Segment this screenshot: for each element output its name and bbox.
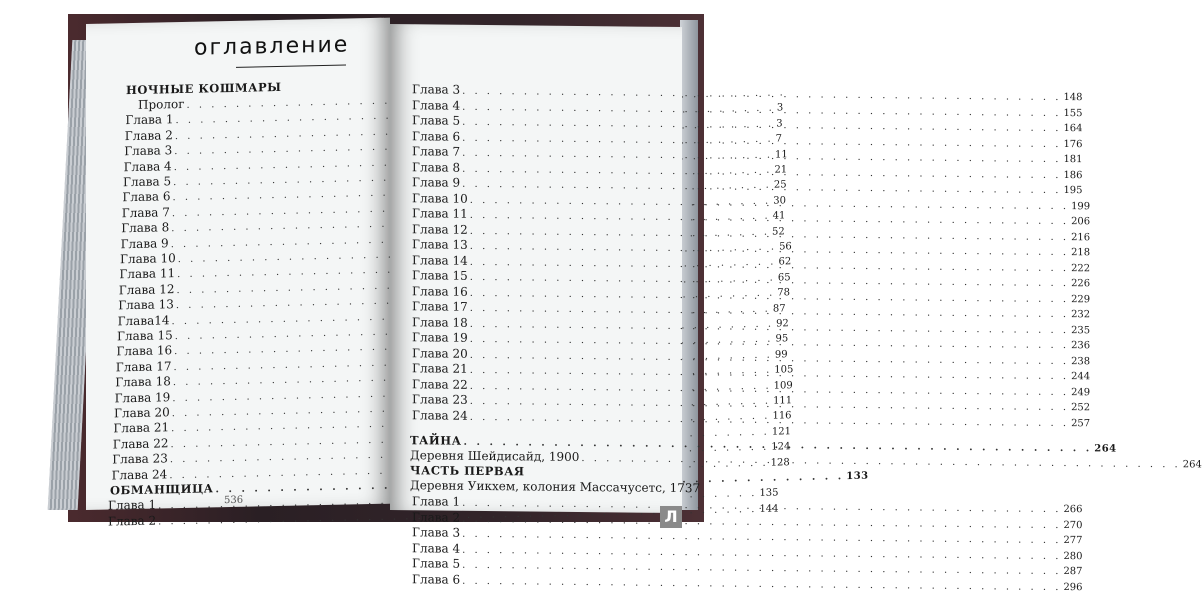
toc-entry-page: 87 — [772, 302, 786, 315]
toc-entry-label: Глава 3 — [124, 143, 173, 159]
toc-entry-page: 3 — [776, 102, 784, 114]
toc-entry-page: 78 — [777, 287, 790, 299]
toc-entry-label: Глава 22 — [412, 376, 468, 392]
toc-entry-label: Глава 22 — [112, 436, 169, 452]
toc-entry-page: 25 — [773, 179, 787, 191]
toc-entry-page: 186 — [1063, 169, 1083, 181]
toc-entry-page: 164 — [1063, 123, 1083, 135]
watermark-logo: Л — [660, 506, 682, 528]
toc-entry-page: 181 — [1063, 154, 1083, 166]
toc-entry-page: 277 — [1063, 535, 1083, 547]
toc-entry-page: 257 — [1071, 417, 1091, 429]
toc-entry-label: ТАЙНА — [410, 433, 462, 448]
toc-entry-label: Глава 18 — [412, 314, 468, 330]
toc-entry-page: 249 — [1071, 386, 1091, 398]
toc-entry-label: Глава 21 — [113, 420, 170, 436]
toc-entry-label: Деревня Уикхем, колония Массачусетс, 1737 — [410, 478, 701, 496]
toc-entry-page: 176 — [1063, 138, 1083, 150]
toc-entry-label: Глава 19 — [412, 330, 468, 345]
toc-entry-label: Глава 3 — [412, 82, 461, 97]
toc-entry-page: 124 — [771, 441, 791, 453]
toc-entry-page: 133 — [846, 470, 869, 483]
toc-entry-page: 155 — [1063, 107, 1083, 119]
toc-entry-label: Глава 4 — [412, 97, 461, 113]
heading-underline — [236, 65, 346, 68]
toc-entry-page: 244 — [1071, 371, 1091, 383]
toc-entry-label: Глава 23 — [412, 392, 468, 407]
toc-entry-label: Глава 8 — [412, 159, 461, 175]
leader-dots — [462, 575, 1061, 592]
toc-entry-page: 280 — [1063, 550, 1083, 562]
toc-entry-label: Глава 6 — [412, 128, 461, 144]
toc-entry-label: Глава 4 — [123, 158, 172, 174]
toc-entry-label: Глава 6 — [412, 571, 461, 587]
toc-entry-page: 206 — [1071, 216, 1091, 228]
toc-entry-label: Пролог — [138, 96, 185, 112]
toc-entry-label: Глава 7 — [412, 144, 461, 159]
toc-entry-page: 236 — [1071, 340, 1091, 352]
toc-entry-page: 144 — [759, 503, 779, 515]
toc-entry-label: Глава 10 — [412, 190, 468, 206]
toc-heading: оглавление — [194, 32, 350, 61]
toc-entry-label: Глава 10 — [120, 251, 176, 267]
toc-entry-page: 41 — [772, 210, 786, 222]
toc-entry-page: 222 — [1071, 262, 1091, 274]
toc-entry-label: Глава 19 — [114, 389, 171, 405]
toc-entry-label: Глава 16 — [412, 283, 468, 299]
toc-entry-label: Глава 13 — [118, 297, 174, 313]
toc-entry-label: Глава 20 — [412, 345, 468, 361]
toc-entry-label: Глава 16 — [116, 343, 173, 359]
toc-entry-label: Глава 18 — [115, 374, 171, 390]
toc-entry-label: Глава 24 — [111, 466, 168, 483]
toc-entry-page: 264 — [1182, 459, 1202, 471]
page-number: 536 — [224, 494, 244, 507]
toc-entry-label: Глава 9 — [412, 175, 461, 190]
toc-entry-label: Глава 12 — [118, 281, 175, 298]
toc-entry-page: 296 — [1063, 581, 1083, 593]
toc-entry-label: Глава 17 — [115, 359, 172, 375]
toc-entry-page: 105 — [774, 364, 794, 376]
toc-entry-page: 109 — [773, 379, 793, 392]
toc-entry-page: 229 — [1071, 293, 1091, 305]
leader-dots — [581, 453, 1180, 470]
toc-entry-label: ОБМАНЩИЦА — [110, 481, 214, 498]
toc-entry-page: 216 — [1071, 231, 1091, 243]
toc-entry-page: 121 — [771, 426, 791, 438]
toc-entry-page: 92 — [776, 318, 789, 330]
toc-entry-label: Глава 1 — [412, 494, 461, 509]
toc-entry-label: Глава 8 — [121, 220, 170, 236]
toc-entry-page: 56 — [779, 241, 792, 253]
toc-entry-page: 52 — [772, 225, 785, 238]
toc-entry-page: 99 — [774, 349, 788, 361]
toc-entry-label: Глава 11 — [119, 266, 176, 282]
toc-entry-page: 148 — [1063, 92, 1083, 104]
toc-entry-label: Глава 9 — [120, 235, 169, 251]
toc-entry-page: 21 — [774, 164, 788, 176]
toc-entry-page: 218 — [1071, 247, 1091, 259]
toc-entry-label: Глава 11 — [412, 206, 468, 221]
toc-entry-label: Глава 5 — [412, 556, 461, 571]
toc-entry-page: 232 — [1071, 309, 1091, 321]
toc-entry-page: 135 — [759, 487, 779, 500]
toc-entry-label: Глава 5 — [412, 113, 461, 128]
toc-entry-page: 266 — [1063, 504, 1083, 516]
toc-entry-page: 116 — [772, 410, 792, 423]
toc-entry-page: 226 — [1071, 278, 1091, 290]
toc-entry-label: Глава 13 — [412, 237, 468, 252]
toc-entry-label: Глава 14 — [412, 252, 468, 268]
toc-entry-label: Глава 12 — [412, 221, 468, 237]
toc-entry-page: 3 — [776, 118, 783, 130]
toc-entry-page: 11 — [775, 148, 788, 161]
toc-entry-label: Глава 24 — [412, 407, 468, 423]
toc-entry-page: 270 — [1063, 519, 1083, 531]
toc-entry-label: Глава 5 — [123, 174, 172, 190]
toc-entry-label: Глава 7 — [121, 205, 170, 221]
toc-entry-label: Глава 2 — [124, 127, 173, 143]
toc-entry-label: Глава14 — [117, 312, 170, 328]
toc-entry-label: Деревня Шейдисайд, 1900 — [410, 448, 580, 464]
toc-entry-page: 128 — [770, 456, 790, 469]
toc-entry-label: НОЧНЫЕ КОШМАРЫ — [126, 79, 282, 98]
toc-entry-page: 238 — [1071, 355, 1091, 367]
toc-entry-label: Глава 2 — [412, 509, 461, 525]
toc-entry-label: Глава 3 — [412, 525, 461, 540]
toc-entry-page: 287 — [1063, 566, 1083, 578]
toc-entry-label: Глава 15 — [117, 328, 173, 344]
toc-entry — [410, 478, 701, 496]
toc-entry-page: 7 — [775, 133, 782, 145]
toc-entry-page: 95 — [775, 333, 789, 345]
toc-entry-label: Глава 17 — [412, 299, 468, 314]
toc-entry-page: 195 — [1063, 185, 1083, 197]
toc-entry-page: 65 — [777, 272, 791, 284]
toc-entry-label: Глава 23 — [112, 451, 168, 467]
toc-entry-page: 30 — [773, 195, 786, 207]
toc-entry-label: Глава 4 — [412, 540, 461, 556]
toc-entry — [412, 82, 1083, 104]
toc-entry-page: 111 — [773, 395, 793, 407]
toc-entry-label: Глава 1 — [125, 112, 174, 128]
toc-entry-label: ЧАСТЬ ПЕРВАЯ — [410, 463, 525, 479]
toc-entry-label: Глава 2 — [108, 513, 157, 529]
toc-entry-label: Глава 15 — [412, 268, 468, 283]
toc-entry-page: 264 — [1094, 443, 1117, 455]
toc-entry-page: 235 — [1071, 324, 1091, 336]
section-title — [410, 463, 660, 480]
toc-entry-page: 199 — [1071, 200, 1091, 212]
toc-entry-label: Глава 6 — [122, 189, 171, 205]
toc-entry-page: 62 — [778, 256, 792, 268]
toc-entry-label: Глава 1 — [108, 497, 157, 513]
toc-entry-page: 252 — [1071, 402, 1091, 414]
toc-entry-label: Глава 20 — [114, 405, 170, 421]
toc-entry-label: Глава 21 — [412, 361, 468, 376]
